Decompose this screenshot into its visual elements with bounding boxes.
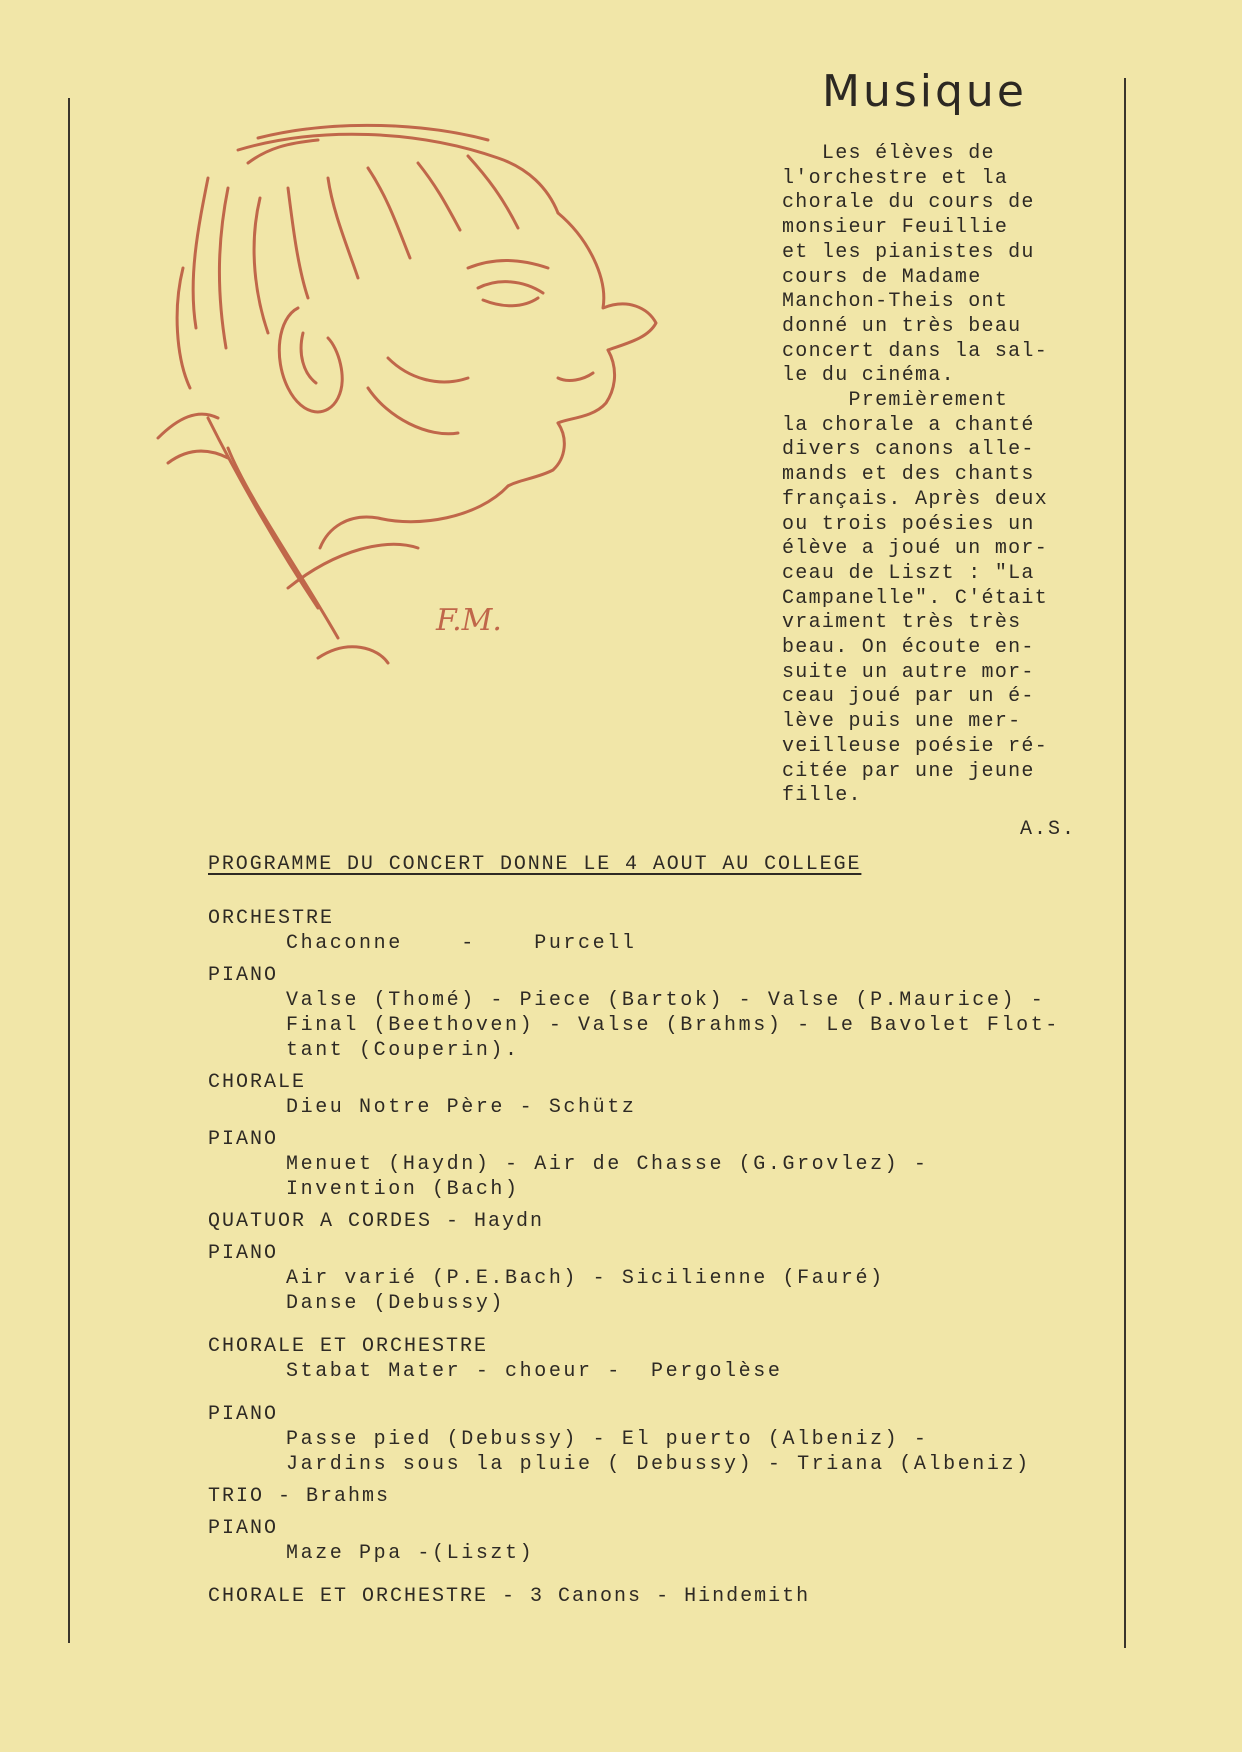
hair-stroke xyxy=(368,168,410,258)
hair-stroke xyxy=(254,198,268,333)
programme-item-chorale xyxy=(208,1070,1108,1120)
cheek-shading xyxy=(388,358,468,382)
programme-item-line: Maze Ppa -(Liszt) xyxy=(286,1542,535,1565)
hair-stroke xyxy=(468,156,518,228)
article-line: le du cinéma. xyxy=(782,364,955,388)
jaw-line xyxy=(320,486,508,548)
article-line: cours de Madame xyxy=(782,265,982,289)
programme-item-line: Final (Beethoven) - Valse (Brahms) - Le Bavolet Flot- xyxy=(286,1014,1060,1037)
article-line: monsieur Feuillie xyxy=(782,216,1009,240)
programme-item-line: Dieu Notre Père - Schütz xyxy=(286,1096,637,1119)
programme-item-heading: PIANO xyxy=(208,1242,279,1265)
programme-item-line: Stabat Mater - choeur - Pergolèse xyxy=(286,1360,783,1383)
article-line: Campanelle". C'était xyxy=(782,586,1049,610)
hair-stroke xyxy=(418,163,460,230)
article-line: ceau joué par un é- xyxy=(782,685,1035,709)
article-title: Musique xyxy=(822,66,1027,117)
article-line: suite un autre mor- xyxy=(782,660,1035,684)
programme-item-heading: PIANO xyxy=(208,1403,279,1426)
programme-item-heading: ORCHESTRE xyxy=(208,907,335,930)
article-line: citée par une jeune xyxy=(782,759,1035,783)
article-line: beau. On écoute en- xyxy=(782,636,1035,660)
portrait-sketch-illustration xyxy=(88,118,728,758)
programme-item-heading: QUATUOR A CORDES - Haydn xyxy=(208,1210,545,1233)
programme-item-heading: CHORALE xyxy=(208,1071,307,1094)
programme-item-piano xyxy=(208,1516,1108,1566)
programme-item-finale xyxy=(208,1584,1108,1609)
programme-item-heading: CHORALE ET ORCHESTRE - 3 Canons - Hindemith xyxy=(208,1585,811,1608)
programme-item-piano xyxy=(208,1402,1108,1477)
article-line: Les élèves de xyxy=(782,142,995,165)
programme-item-trio xyxy=(208,1484,1108,1509)
left-margin-rule xyxy=(68,98,70,1643)
programme-item-heading: CHORALE ET ORCHESTRE xyxy=(208,1335,489,1358)
collar-stroke xyxy=(288,544,418,588)
programme-item-line: Passe pied (Debussy) - El puerto (Albeniz) - xyxy=(286,1428,929,1451)
programme-item-orchestre xyxy=(208,906,1108,956)
article-signature: A.S. xyxy=(1020,818,1077,841)
programme-item-heading: PIANO xyxy=(208,1517,279,1540)
mouth-stroke xyxy=(558,373,593,380)
programme-item-piano xyxy=(208,1127,1108,1202)
cheek-shading xyxy=(368,388,458,434)
eye-stroke xyxy=(483,298,538,306)
concert-programme xyxy=(208,853,1108,1616)
programme-item-piano xyxy=(208,1241,1108,1316)
article-line: vraiment très très xyxy=(782,611,1022,635)
article-line: concert dans la sal- xyxy=(782,339,1049,363)
programme-item-line: Menuet (Haydn) - Air de Chasse (G.Grovlez) - xyxy=(286,1153,929,1176)
article-line: ceau de Liszt : "La xyxy=(782,561,1035,585)
programme-item-line: Air varié (P.E.Bach) - Sicilienne (Fauré) xyxy=(286,1267,885,1290)
article-line: veilleuse poésie ré- xyxy=(782,734,1049,758)
article-line: lève puis une mer- xyxy=(782,710,1022,734)
article-line: français. Après deux xyxy=(782,487,1049,511)
article-line: mands et des chants xyxy=(782,463,1035,487)
article-line: élève a joué un mor- xyxy=(782,537,1049,561)
programme-item-line: tant (Couperin). xyxy=(286,1039,520,1062)
article-line: la chorale a chanté xyxy=(782,413,1035,437)
hair-stroke xyxy=(288,188,308,298)
ear-stroke xyxy=(279,308,342,412)
right-margin-rule xyxy=(1124,78,1126,1648)
programme-item-chorale-orchestre xyxy=(208,1334,1108,1384)
nape-shading xyxy=(168,451,228,463)
programme-item-piano xyxy=(208,963,1108,1063)
article-line: divers canons alle- xyxy=(782,438,1035,462)
hair-stroke xyxy=(177,268,190,388)
face-profile xyxy=(558,213,656,350)
programme-item-line: Jardins sous la pluie ( Debussy) - Triana (Albeniz) xyxy=(286,1453,1031,1476)
article-body xyxy=(782,142,1112,809)
article-line: Manchon-Theis ont xyxy=(782,290,1009,314)
collar-stroke xyxy=(318,647,388,663)
artist-monogram: F.M. xyxy=(436,603,502,638)
article-line: chorale du cours de xyxy=(782,191,1035,215)
article-line: et les pianistes du xyxy=(782,240,1035,264)
article-line: fille. xyxy=(782,784,862,808)
article-line: l'orchestre et la xyxy=(782,166,1009,190)
programme-item-line: Chaconne - Purcell xyxy=(286,932,637,955)
programme-item-quatuor xyxy=(208,1209,1108,1234)
article-line: Premièrement xyxy=(782,389,1009,413)
article-line: donné un très beau xyxy=(782,314,1022,338)
hair-stroke xyxy=(328,178,358,278)
hair-stroke xyxy=(193,178,208,328)
programme-item-line: Danse (Debussy) xyxy=(286,1292,506,1315)
programme-item-line: Valse (Thomé) - Piece (Bartok) - Valse (P.Maurice) - xyxy=(286,989,1046,1012)
programme-item-heading: TRIO - Brahms xyxy=(208,1485,391,1508)
hair-stroke xyxy=(219,188,228,348)
programme-item-line: Invention (Bach) xyxy=(286,1178,520,1201)
brow-stroke xyxy=(468,261,548,269)
face-profile xyxy=(558,350,615,423)
eye-stroke xyxy=(478,282,543,293)
ear-stroke xyxy=(301,333,316,383)
face-profile xyxy=(508,423,564,486)
programme-item-heading: PIANO xyxy=(208,964,279,987)
article-line: ou trois poésies un xyxy=(782,512,1035,536)
programme-title: PROGRAMME DU CONCERT DONNE LE 4 AOUT AU COLLEGE xyxy=(208,853,862,876)
programme-item-heading: PIANO xyxy=(208,1128,279,1151)
